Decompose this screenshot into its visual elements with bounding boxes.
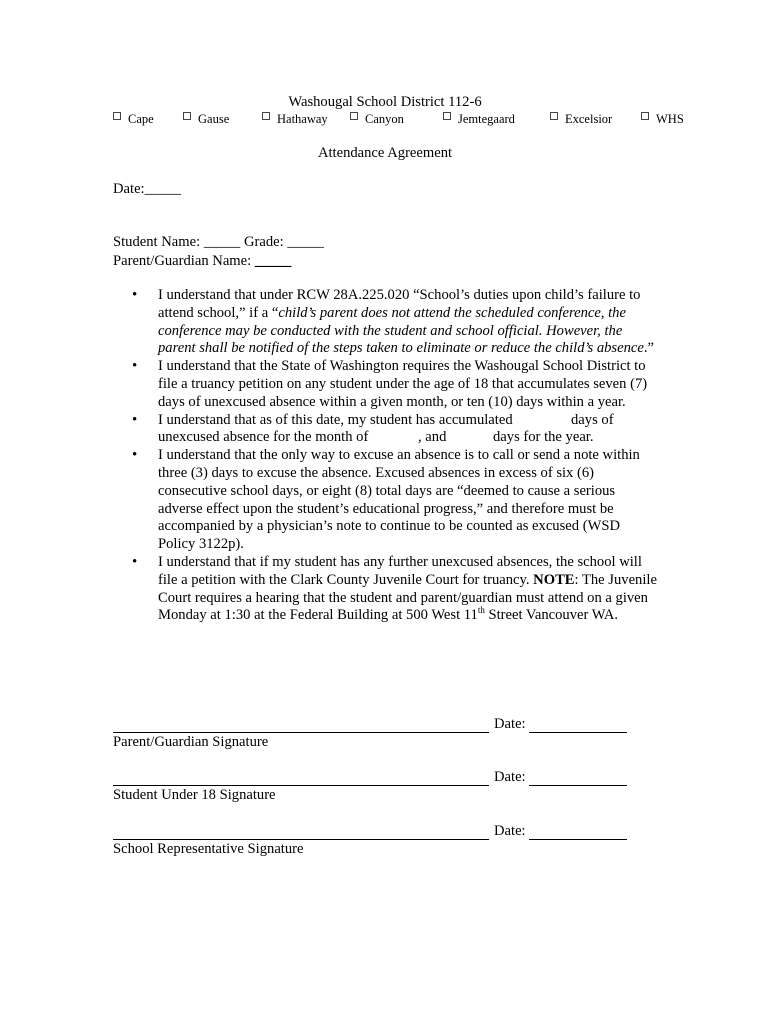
date-label: Date: [494,716,526,732]
ordinal-suffix: th [477,605,485,616]
checkbox-icon[interactable] [350,112,358,120]
statement-text: I understand that if my student has any further unexcused absences, the school will file a petition with the Clark County Juvenile Court for truancy. [158,553,642,588]
school-label: Canyon [365,112,404,126]
student-grade-row [113,234,324,251]
parent-name-label: Parent/Guardian Name: [113,253,252,269]
signature-caption: Parent/Guardian Signature [113,734,269,750]
date-rule[interactable] [529,719,627,733]
date-label: Date: [494,823,526,839]
grade-blank[interactable]: _____ [287,234,324,250]
statement-truancy-petition: • I understand that the State of Washington requires the Washougal School District to file a truancy petition on any student under the age of 18 that accumulates seven (7) days of unexcused absence within a given month, or ten (10) days within a year. [113,358,658,411]
statement-rcw [113,287,658,358]
parent-name-blank[interactable]: _____ [254,253,292,269]
checkbox-icon[interactable] [183,112,191,120]
document-title: Attendance Agreement [317,145,453,161]
date-field[interactable] [113,181,181,198]
statement-text: , and [418,429,447,446]
signature-caption: School Representative Signature [113,841,304,857]
school-label: Jemtegaard [458,112,515,126]
student-name-blank[interactable]: _____ [203,234,241,250]
signature-rule[interactable] [113,772,489,786]
checkbox-icon[interactable] [113,112,121,120]
student-name-label: Student Name: [113,234,201,250]
statement-text: unexcused absence for the month of [158,429,369,446]
grade-label: Grade: [243,234,284,250]
date-label: Date: [113,181,145,197]
statement-accumulated-absences [113,412,658,448]
agreement-statements [113,287,658,625]
statement-juvenile-court [113,554,658,625]
school-label: Gause [198,112,230,126]
signature-caption: Student Under 18 Signature [113,787,276,803]
school-option-gause[interactable] [183,111,229,127]
note-label: NOTE [533,571,575,588]
statement-text: days for the year. [493,429,594,446]
school-option-canyon[interactable] [350,111,404,127]
checkbox-icon[interactable] [550,112,558,120]
signature-rule[interactable] [113,826,489,840]
school-option-jemtegaard[interactable] [443,111,515,127]
statement-text: days of [571,411,614,428]
statement-excuse-absence: • I understand that the only way to excuse an absence is to call or send a note within three (3) days to excuse the absence. Excused absences in excess of six (6) consecutive school days, or eight (8) total days are “deemed to cause a serious adverse effect upon the student’s educational progress,” and therefore must be accompanied by a physician’s note to continue to be counted as excused (WSD Policy 3122p). [113,447,658,554]
school-option-hathaway[interactable] [262,111,328,127]
school-label: Hathaway [277,112,328,126]
student-signature-line[interactable] [113,769,627,787]
school-option-excelsior[interactable] [550,111,612,127]
school-label: WHS [656,112,684,126]
school-rep-signature-line[interactable] [113,823,627,841]
date-label: Date: [494,769,526,785]
statement-text: • I understand that as of this date, my student has accumulated [158,411,513,428]
school-label: Excelsior [565,112,613,126]
district-heading: Washougal School District 112-6 [288,94,482,110]
statement-text: Street Vancouver WA. [484,607,619,624]
checkbox-icon[interactable] [443,112,451,120]
parent-guardian-row [113,253,291,270]
date-blank[interactable]: _____ [144,181,182,197]
statement-text: .” [643,340,654,357]
school-label: Cape [128,112,154,126]
parent-signature-line[interactable] [113,716,627,734]
statement-text: : The Juvenile Court requires a hearing that the student and parent/guardian must attend on a given Monday at 1:30 at the Federal Building at 500 West 11 [158,571,657,624]
checkbox-icon[interactable] [262,112,270,120]
checkbox-icon[interactable] [641,112,649,120]
statement-quote: child’s parent does not attend the scheduled conference, the conference may be conducted with the student and school official. However, the parent shall be notified of the steps taken to eliminate or reduce the child’s absence [158,304,644,357]
date-rule[interactable] [529,826,627,840]
statement-text: I understand that under RCW 28A.225.020 “School’s duties upon child’s failure to attend school,” if a “ [158,287,641,321]
school-checkbox-row [0,111,770,129]
date-rule[interactable] [529,772,627,786]
school-option-whs[interactable] [641,111,684,127]
signature-rule[interactable] [113,719,489,733]
school-option-cape[interactable] [113,111,154,127]
